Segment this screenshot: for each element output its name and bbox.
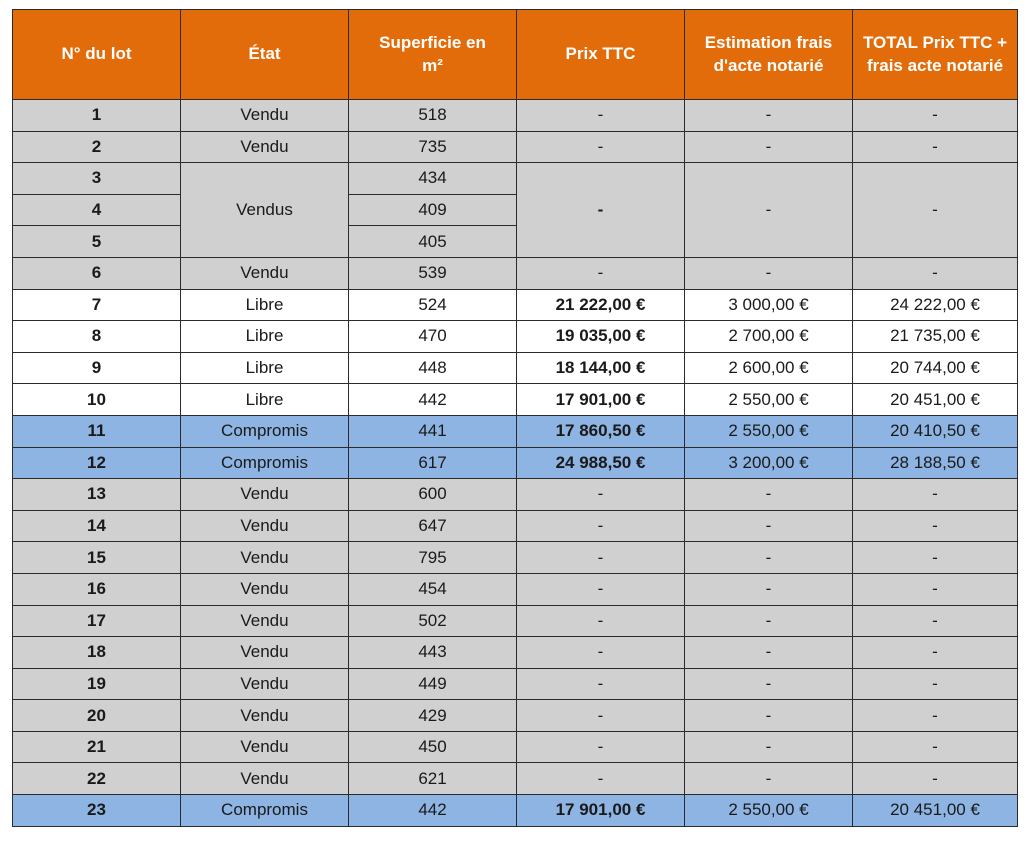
table-body bbox=[13, 100, 1018, 827]
cell-frais: 3 200,00 € bbox=[685, 447, 853, 479]
cell-prix: - bbox=[517, 700, 685, 732]
cell-lot: 4 bbox=[13, 194, 181, 226]
header-total-text: TOTAL Prix TTC + frais acte notarié bbox=[862, 32, 1008, 75]
cell-surface: 617 bbox=[349, 447, 517, 479]
cell-frais: 2 600,00 € bbox=[685, 352, 853, 384]
cell-etat: Vendu bbox=[181, 763, 349, 795]
cell-total: 24 222,00 € bbox=[853, 289, 1018, 321]
cell-prix: 24 988,50 € bbox=[517, 447, 685, 479]
header-superficie bbox=[349, 10, 517, 100]
cell-etat: Vendu bbox=[181, 131, 349, 163]
cell-etat: Vendu bbox=[181, 668, 349, 700]
cell-etat: Libre bbox=[181, 352, 349, 384]
cell-prix: 17 860,50 € bbox=[517, 415, 685, 447]
cell-surface: 441 bbox=[349, 415, 517, 447]
table-row bbox=[13, 131, 1018, 163]
cell-surface: 795 bbox=[349, 542, 517, 574]
cell-lot: 1 bbox=[13, 100, 181, 132]
cell-lot: 16 bbox=[13, 573, 181, 605]
cell-total: 20 410,50 € bbox=[853, 415, 1018, 447]
cell-prix: - bbox=[517, 100, 685, 132]
cell-frais: - bbox=[685, 479, 853, 511]
header-lot: N° du lot bbox=[13, 10, 181, 100]
cell-total: - bbox=[853, 731, 1018, 763]
cell-lot: 7 bbox=[13, 289, 181, 321]
cell-surface: 647 bbox=[349, 510, 517, 542]
cell-etat: Vendu bbox=[181, 605, 349, 637]
cell-etat: Libre bbox=[181, 321, 349, 353]
cell-frais: - bbox=[685, 100, 853, 132]
cell-etat: Vendu bbox=[181, 257, 349, 289]
cell-surface: 442 bbox=[349, 384, 517, 416]
cell-frais: - bbox=[685, 700, 853, 732]
table-row bbox=[13, 637, 1018, 669]
cell-prix: - bbox=[517, 637, 685, 669]
cell-frais: - bbox=[685, 763, 853, 795]
table-row bbox=[13, 731, 1018, 763]
cell-total: - bbox=[853, 131, 1018, 163]
cell-total: - bbox=[853, 763, 1018, 795]
cell-surface: 449 bbox=[349, 668, 517, 700]
cell-etat: Libre bbox=[181, 289, 349, 321]
cell-surface: 518 bbox=[349, 100, 517, 132]
cell-etat: Vendu bbox=[181, 479, 349, 511]
cell-prix: 18 144,00 € bbox=[517, 352, 685, 384]
cell-surface: 454 bbox=[349, 573, 517, 605]
table-row bbox=[13, 352, 1018, 384]
cell-surface: 600 bbox=[349, 479, 517, 511]
cell-etat: Vendu bbox=[181, 100, 349, 132]
table-row bbox=[13, 542, 1018, 574]
cell-total: - bbox=[853, 542, 1018, 574]
header-prix: Prix TTC bbox=[517, 10, 685, 100]
table-row bbox=[13, 479, 1018, 511]
cell-lot: 19 bbox=[13, 668, 181, 700]
cell-surface: 502 bbox=[349, 605, 517, 637]
cell-prix: - bbox=[517, 510, 685, 542]
cell-surface: 524 bbox=[349, 289, 517, 321]
cell-frais: - bbox=[685, 637, 853, 669]
cell-prix: 19 035,00 € bbox=[517, 321, 685, 353]
table-row bbox=[13, 763, 1018, 795]
cell-lot: 14 bbox=[13, 510, 181, 542]
lots-table bbox=[12, 9, 1018, 827]
header-row bbox=[13, 10, 1018, 100]
cell-etat: Compromis bbox=[181, 415, 349, 447]
cell-frais: - bbox=[685, 510, 853, 542]
table-row bbox=[13, 384, 1018, 416]
table-row bbox=[13, 447, 1018, 479]
header-total bbox=[853, 10, 1018, 100]
cell-total: - bbox=[853, 573, 1018, 605]
cell-etat: Vendu bbox=[181, 700, 349, 732]
table-row bbox=[13, 605, 1018, 637]
table-row bbox=[13, 415, 1018, 447]
cell-surface: 409 bbox=[349, 194, 517, 226]
table-row bbox=[13, 700, 1018, 732]
cell-frais: - bbox=[685, 573, 853, 605]
table-row bbox=[13, 321, 1018, 353]
cell-surface: 443 bbox=[349, 637, 517, 669]
cell-surface: 450 bbox=[349, 731, 517, 763]
cell-frais: - bbox=[685, 131, 853, 163]
cell-frais: 2 700,00 € bbox=[685, 321, 853, 353]
cell-frais: - bbox=[685, 668, 853, 700]
cell-prix: - bbox=[517, 763, 685, 795]
cell-surface: 434 bbox=[349, 163, 517, 195]
cell-lot: 11 bbox=[13, 415, 181, 447]
cell-frais: - bbox=[685, 542, 853, 574]
cell-total: 28 188,50 € bbox=[853, 447, 1018, 479]
cell-lot: 23 bbox=[13, 795, 181, 827]
cell-total: - bbox=[853, 257, 1018, 289]
cell-frais: 3 000,00 € bbox=[685, 289, 853, 321]
cell-etat: Vendu bbox=[181, 637, 349, 669]
cell-etat: Vendu bbox=[181, 510, 349, 542]
cell-total: 20 744,00 € bbox=[853, 352, 1018, 384]
cell-frais: 2 550,00 € bbox=[685, 415, 853, 447]
header-frais bbox=[685, 10, 853, 100]
cell-total: - bbox=[853, 479, 1018, 511]
cell-lot: 17 bbox=[13, 605, 181, 637]
cell-prix: - bbox=[517, 131, 685, 163]
table-row bbox=[13, 163, 1018, 195]
cell-prix: - bbox=[517, 479, 685, 511]
cell-frais: - bbox=[685, 257, 853, 289]
header-frais-text: Estimation frais d'acte notarié bbox=[704, 32, 833, 75]
cell-total: - bbox=[853, 100, 1018, 132]
cell-lot: 18 bbox=[13, 637, 181, 669]
cell-prix: 21 222,00 € bbox=[517, 289, 685, 321]
table-row bbox=[13, 257, 1018, 289]
table-row bbox=[13, 795, 1018, 827]
table-row bbox=[13, 668, 1018, 700]
cell-etat: Libre bbox=[181, 384, 349, 416]
cell-etat-group: Vendus bbox=[181, 163, 349, 258]
cell-frais: - bbox=[685, 731, 853, 763]
cell-frais: 2 550,00 € bbox=[685, 384, 853, 416]
cell-frais: 2 550,00 € bbox=[685, 795, 853, 827]
cell-etat: Vendu bbox=[181, 731, 349, 763]
cell-total: - bbox=[853, 637, 1018, 669]
cell-etat: Vendu bbox=[181, 573, 349, 605]
cell-lot: 8 bbox=[13, 321, 181, 353]
table-header bbox=[13, 10, 1018, 100]
cell-total: 20 451,00 € bbox=[853, 384, 1018, 416]
cell-lot: 22 bbox=[13, 763, 181, 795]
cell-lot: 3 bbox=[13, 163, 181, 195]
cell-surface: 735 bbox=[349, 131, 517, 163]
cell-prix: - bbox=[517, 668, 685, 700]
cell-surface: 442 bbox=[349, 795, 517, 827]
header-etat: État bbox=[181, 10, 349, 100]
cell-prix: 17 901,00 € bbox=[517, 384, 685, 416]
cell-total: - bbox=[853, 605, 1018, 637]
table-row bbox=[13, 510, 1018, 542]
cell-etat: Compromis bbox=[181, 795, 349, 827]
cell-lot: 9 bbox=[13, 352, 181, 384]
cell-prix: - bbox=[517, 731, 685, 763]
cell-lot: 6 bbox=[13, 257, 181, 289]
cell-surface: 470 bbox=[349, 321, 517, 353]
cell-total: - bbox=[853, 510, 1018, 542]
table-row bbox=[13, 289, 1018, 321]
cell-total: - bbox=[853, 700, 1018, 732]
cell-prix: - bbox=[517, 257, 685, 289]
table-row bbox=[13, 100, 1018, 132]
cell-lot: 10 bbox=[13, 384, 181, 416]
cell-frais: - bbox=[685, 605, 853, 637]
cell-prix: - bbox=[517, 542, 685, 574]
cell-surface: 429 bbox=[349, 700, 517, 732]
cell-total: - bbox=[853, 668, 1018, 700]
cell-prix: - bbox=[517, 605, 685, 637]
cell-etat: Vendu bbox=[181, 542, 349, 574]
header-superficie-text: Superficie en m² bbox=[379, 32, 486, 75]
cell-prix: - bbox=[517, 573, 685, 605]
cell-lot: 12 bbox=[13, 447, 181, 479]
cell-lot: 13 bbox=[13, 479, 181, 511]
cell-frais-group: - bbox=[685, 163, 853, 258]
cell-lot: 20 bbox=[13, 700, 181, 732]
cell-total-group: - bbox=[853, 163, 1018, 258]
cell-lot: 21 bbox=[13, 731, 181, 763]
cell-lot: 15 bbox=[13, 542, 181, 574]
cell-surface: 405 bbox=[349, 226, 517, 258]
cell-lot: 5 bbox=[13, 226, 181, 258]
cell-total: 21 735,00 € bbox=[853, 321, 1018, 353]
cell-prix-group: - bbox=[517, 163, 685, 258]
cell-surface: 539 bbox=[349, 257, 517, 289]
cell-lot: 2 bbox=[13, 131, 181, 163]
table-row bbox=[13, 573, 1018, 605]
cell-etat: Compromis bbox=[181, 447, 349, 479]
cell-total: 20 451,00 € bbox=[853, 795, 1018, 827]
cell-prix: 17 901,00 € bbox=[517, 795, 685, 827]
cell-surface: 621 bbox=[349, 763, 517, 795]
cell-surface: 448 bbox=[349, 352, 517, 384]
